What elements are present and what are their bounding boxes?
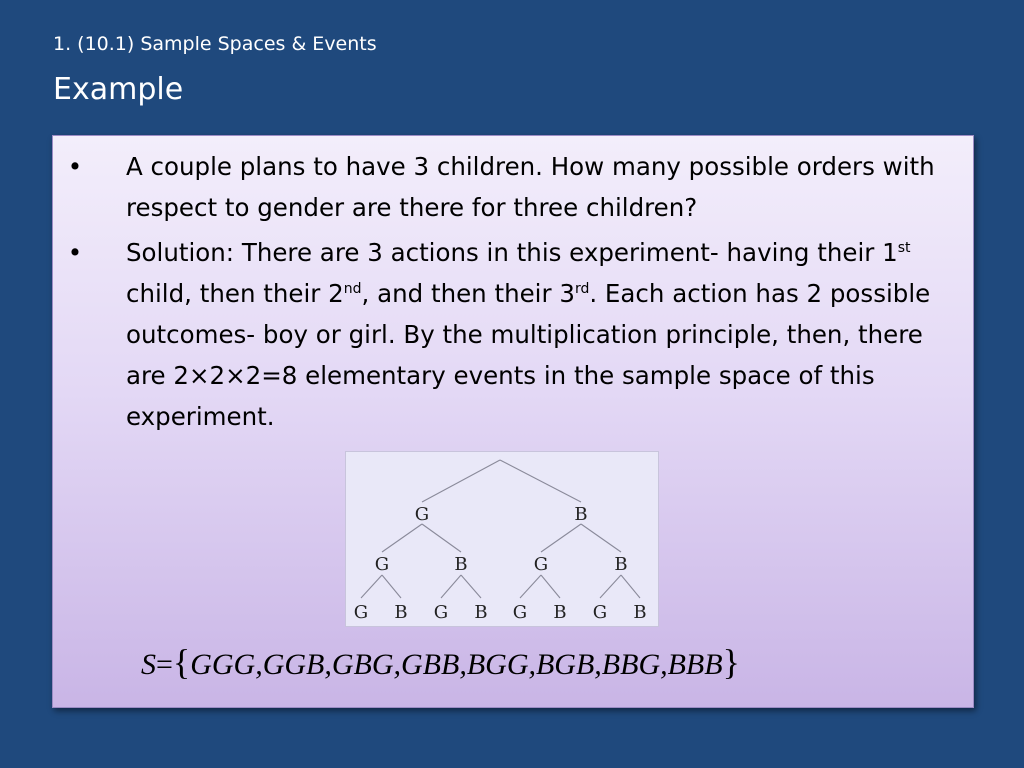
tree-diagram-svg — [346, 452, 658, 626]
solution-part-4: . Each action has 2 possible outcomes- boy or girl. By the multiplication principle, then, there are 2×2×2=8 elementary events in the sample space of this experiment. — [126, 279, 931, 431]
tree-node: G — [414, 504, 430, 525]
tree-edge — [441, 575, 461, 598]
tree-edge — [382, 575, 401, 598]
tree-edge — [382, 524, 422, 552]
tree-leaf: B — [394, 602, 408, 623]
solution-part-3: , and then their 3 — [361, 279, 575, 308]
superscript-st: st — [897, 239, 911, 256]
slide-subtitle: 1. (10.1) Sample Spaces & Events — [53, 33, 377, 55]
bullet-marker: • — [67, 238, 83, 267]
tree-edge — [461, 575, 481, 598]
bullet-list — [53, 146, 973, 441]
question-text: A couple plans to have 3 children. How many possible orders with respect to gender are there for three children? — [126, 152, 935, 222]
content-box — [52, 135, 974, 708]
tree-edge — [541, 524, 581, 552]
superscript-nd: nd — [343, 280, 362, 297]
tree-edge — [541, 575, 560, 598]
formula-lhs: S — [141, 648, 156, 681]
tree-edge — [581, 524, 621, 552]
tree-node: B — [614, 554, 628, 575]
tree-leaf: G — [433, 602, 449, 623]
tree-leaf: B — [553, 602, 567, 623]
superscript-rd: rd — [574, 280, 590, 297]
formula-open-brace: { — [172, 642, 191, 682]
sample-space-formula — [141, 641, 841, 683]
tree-leaf: B — [474, 602, 488, 623]
tree-edge — [361, 575, 382, 598]
formula-set: GGG,GGB,GBG,GBB,BGG,BGB,BBG,BBB — [190, 648, 723, 681]
formula-equals: = — [156, 648, 173, 681]
solution-part-2: child, then their 2 — [126, 279, 344, 308]
tree-node: G — [374, 554, 390, 575]
tree-edge — [600, 575, 621, 598]
tree-edge — [422, 524, 461, 552]
solution-text — [126, 238, 930, 431]
formula-close-brace: } — [722, 642, 740, 682]
tree-leaf: G — [592, 602, 608, 623]
tree-node: B — [454, 554, 468, 575]
tree-leaf: B — [633, 602, 647, 623]
bullet-solution — [53, 232, 973, 437]
tree-node: G — [533, 554, 549, 575]
slide-title: Example — [53, 72, 184, 107]
tree-node: B — [574, 504, 588, 525]
tree-edge — [422, 460, 500, 502]
tree-leaf: G — [512, 602, 528, 623]
solution-part-1: Solution: There are 3 actions in this experiment- having their 1 — [126, 238, 898, 267]
bullet-marker: • — [67, 152, 83, 181]
tree-leaf: G — [353, 602, 369, 623]
tree-edge — [500, 460, 581, 502]
tree-diagram — [345, 451, 659, 627]
tree-edge — [520, 575, 541, 598]
tree-edge — [621, 575, 640, 598]
bullet-question — [53, 146, 973, 228]
